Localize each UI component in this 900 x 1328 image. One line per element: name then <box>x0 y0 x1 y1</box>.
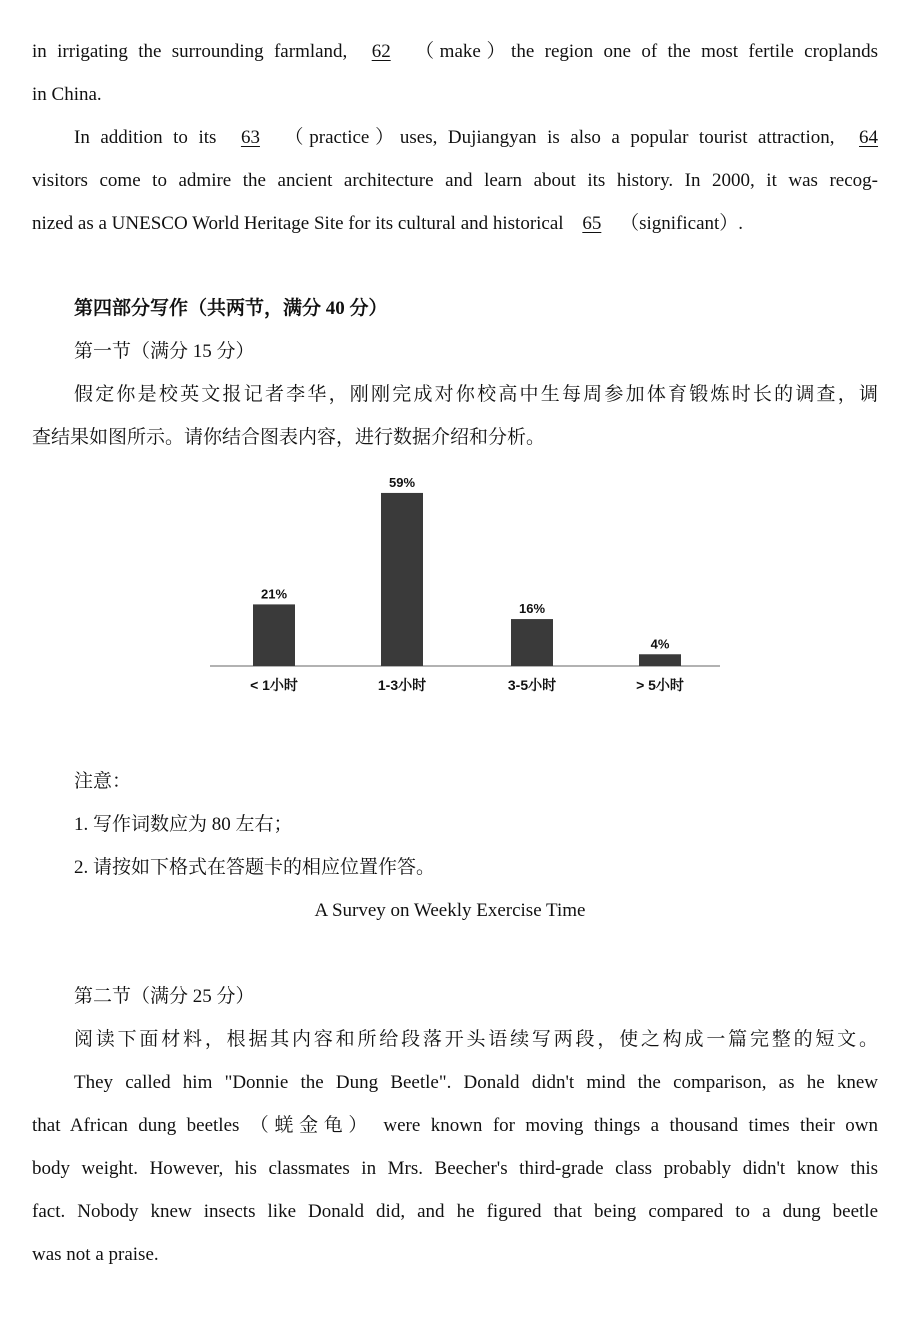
text: （practice）uses, Dujiangyan is also a popular tourist attraction, <box>284 127 835 148</box>
bar-0 <box>253 604 295 666</box>
notes-heading: 注意： <box>74 771 132 792</box>
para2-line3 <box>32 212 878 236</box>
blank-64[interactable]: 64 <box>859 127 879 148</box>
value-label-2: 16% <box>518 601 546 617</box>
text: nized as a UNESCO World Heritage Site for its cultural and historical <box>32 213 564 234</box>
para2-line2: visitors come to admire the ancient architecture and learn about its history. In 2000, it was recog- <box>32 170 878 191</box>
para1-line2: in China. <box>32 84 102 105</box>
note-2: 2. 请按如下格式在答题卡的相应位置作答。 <box>74 857 436 878</box>
text: in irrigating the surrounding farmland, <box>32 41 348 62</box>
bar-2 <box>511 619 553 666</box>
prompt-line1: 假定你是校英文报记者李华，刚刚完成对你校高中生每周参加体育锻炼时长的调查，调 <box>74 384 878 405</box>
text: In addition to its <box>74 127 217 148</box>
story-line1: They called him "Donnie the Dung Beetle". Donald didn't mind the comparison, as he knew <box>74 1072 878 1093</box>
story-line2: that African dung beetles （蜣金龟） were known for moving things a thousand times their own <box>32 1115 878 1136</box>
exercise-bar-chart <box>150 470 740 710</box>
story-line4: fact. Nobody knew insects like Donald did, and he figured that being compared to a dung beetle <box>32 1201 878 1222</box>
part2-prompt: 阅读下面材料，根据其内容和所给段落开头语续写两段，使之构成一篇完整的短文。 <box>74 1029 878 1050</box>
blank-65[interactable]: 65 <box>582 213 602 234</box>
text: （make）the region one of the most fertile croplands <box>415 41 879 62</box>
note-1: 1. 写作词数应为 80 左右； <box>74 814 293 835</box>
part1-heading: 第一节（满分 15 分） <box>74 341 255 362</box>
bar-1 <box>381 493 423 666</box>
story-line5: was not a praise. <box>32 1244 159 1265</box>
category-label-2: 3-5小时 <box>507 677 557 693</box>
section4-heading: 第四部分写作（共两节，满分 40 分） <box>74 298 388 319</box>
story-line3: body weight. However, his classmates in Mrs. Beecher's third-grade class probably didn't know this <box>32 1158 878 1179</box>
value-label-0: 21% <box>260 586 288 602</box>
value-label-3: 4% <box>650 636 670 652</box>
para1-line1 <box>32 40 878 64</box>
blank-63[interactable]: 63 <box>240 127 260 148</box>
essay-title: A Survey on Weekly Exercise Time <box>314 900 586 921</box>
value-label-1: 59% <box>388 474 416 490</box>
blank-62[interactable]: 62 <box>371 41 391 62</box>
para2-line1 <box>74 126 878 150</box>
category-label-3: > 5小时 <box>636 677 684 693</box>
prompt-line2: 查结果如图所示。请你结合图表内容，进行数据介绍和分析。 <box>32 427 546 448</box>
part2-heading: 第二节（满分 25 分） <box>74 986 255 1007</box>
category-label-1: 1-3小时 <box>377 677 427 693</box>
bar-3 <box>639 654 681 666</box>
text: （significant）. <box>620 213 744 234</box>
category-label-0: < 1小时 <box>250 677 298 693</box>
